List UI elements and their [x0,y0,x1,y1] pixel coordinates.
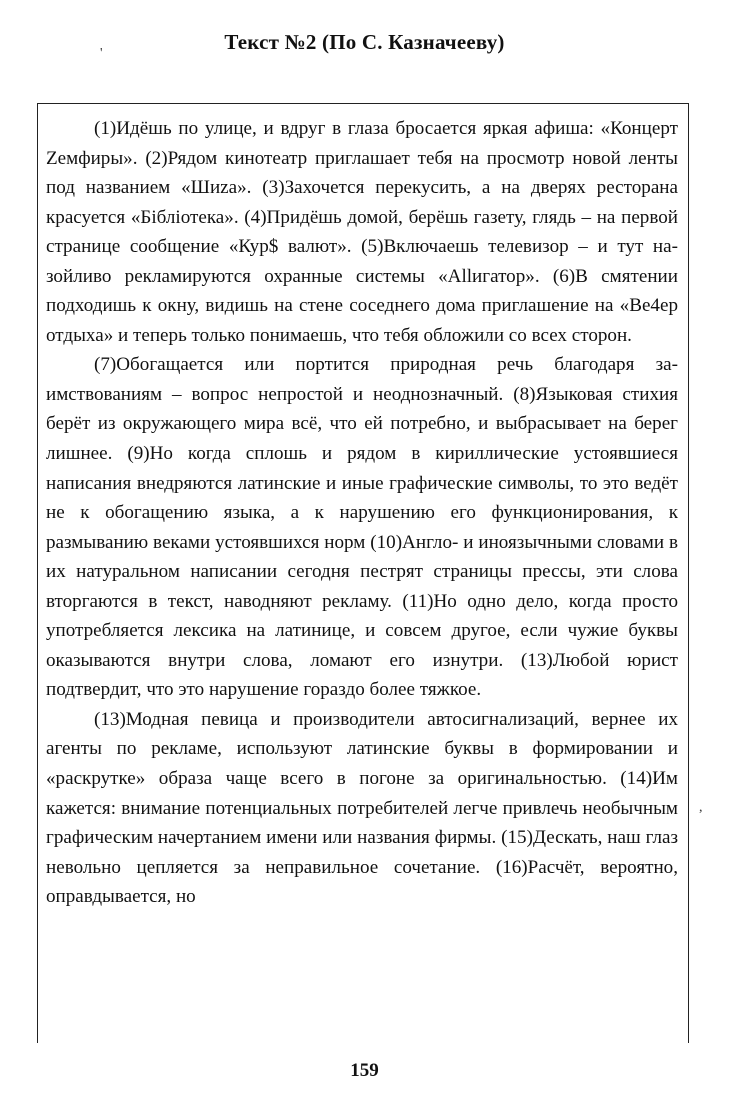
page-number: 159 [350,1060,379,1081]
paragraph-3: (13)Модная певица и производители автосигнализаций, вернее их агенты по рекламе, используют латинские буквы в формировании и «раскрутке» образа чаще всего в погоне за оригинальностью. (14)Им кажется: внимание потенциальных потребителей легче привлечь необычным графическим начертанием имени или названия фирмы. (15)Дескать, наш глаз невольно цепляется за неправильное сочетание. (16)Расчёт, вероятно, оправдывается, но [46,708,678,908]
text-frame [37,103,689,1043]
paragraph-1: (1)Идёшь по улице, и вдруг в глаза бросается яркая афиша: «Концерт Zемфиры». (2)Рядом кинотеатр приглашает тебя на просмотр новой ленты под названием «Шиzа». (3)Захочется перекусить, а на дверях ресторана красуется «Бiблiотека». (4)Придёшь домой, берёшь газету, глядь – на первой странице сообщение «Кур$ валют». (5)Включаешь телевизор – и тут назойливо рекламируются охранные системы «Аllигатор». (6)В смятении подходишь к окну, видишь на стене соседнего дома приглашение на «Ве4ер отдыха» и теперь только понимаешь, что тебя обложили со всех сторон. [46,118,678,346]
paragraph-2: (7)Обогащается или портится природная речь благодаря заимствованиям – вопрос непростой и неоднозначный. (8)Языковая стихия берёт из окружающего мира всё, что ей потребно, и выбрасывает на берег лишнее. (9)Но когда сплошь и рядом в кириллические устоявшиеся написания внедряются латинские и иные графические символы, то это ведёт не к обогащению языка, а к нарушению его функционирования, к размыванию веками устоявшихся норм (10)Англо- и иноязычными словами в их натуральном написании сегодня пестрят страницы прессы, эти слова вторгаются в текст, наводняют рекламу. (11)Но одно дело, когда просто употребляется лексика на латинице, и совсем другое, если чужие буквы оказываются внутри слова, ломают его изнутри. (13)Любой юрист подтвердит, что это нарушение гораздо более тяжкое. [46,354,678,701]
text-body [38,104,688,912]
scan-speck: ' [100,46,103,61]
page-title: Текст №2 (По С. Казначееву) [224,30,505,54]
scan-speck: , [699,800,703,815]
